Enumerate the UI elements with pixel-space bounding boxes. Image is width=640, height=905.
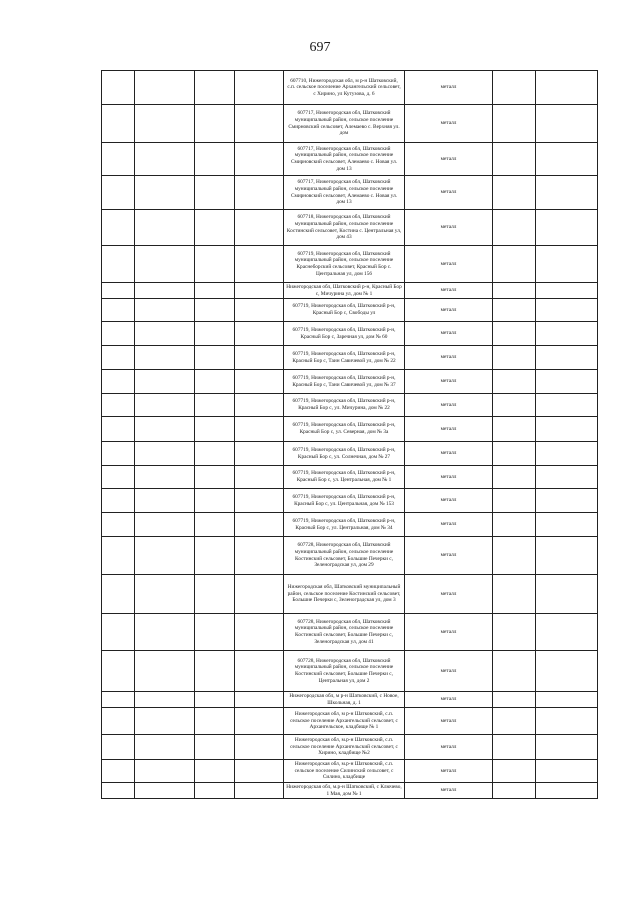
empty-cell xyxy=(135,537,195,575)
empty-cell xyxy=(135,71,195,105)
empty-cell xyxy=(135,466,195,489)
table-row xyxy=(102,537,598,575)
address-cell: 607728, Нижегородская обл, Шатковский муниципальный район, сельское поселение Костинский сельсовет, Большие Печерки с, Центральная ул, дом 2 xyxy=(284,651,405,692)
address-cell: 607719, Нижегородская обл, Шатковский р-н, Красный Бор с, Заречная ул, дом № 60 xyxy=(284,322,405,346)
empty-cell xyxy=(536,394,598,417)
empty-cell xyxy=(493,442,536,466)
empty-cell xyxy=(235,322,284,346)
empty-cell xyxy=(102,651,135,692)
empty-cell xyxy=(235,692,284,708)
empty-cell xyxy=(195,692,235,708)
empty-cell xyxy=(536,513,598,537)
material-cell: металл xyxy=(405,246,493,283)
empty-cell xyxy=(102,489,135,513)
table-row xyxy=(102,283,598,299)
material-cell: металл xyxy=(405,708,493,735)
empty-cell xyxy=(195,176,235,210)
empty-cell xyxy=(493,176,536,210)
empty-cell xyxy=(195,246,235,283)
address-cell: 607717, Нижегородская обл, Шатковский муниципальный район, сельское поселение Смирновский сельсовет, Алемаево с. Верхняя ул. дом xyxy=(284,105,405,143)
empty-cell xyxy=(493,575,536,614)
address-cell: Нижегородская обл, м.р-н Шатковский, с Ключево, 1 Мая, дом № 1 xyxy=(284,783,405,799)
empty-cell xyxy=(195,783,235,799)
empty-cell xyxy=(493,246,536,283)
empty-cell xyxy=(235,246,284,283)
table-row xyxy=(102,370,598,394)
table-row xyxy=(102,299,598,322)
material-cell: металл xyxy=(405,783,493,799)
empty-cell xyxy=(195,442,235,466)
empty-cell xyxy=(135,346,195,370)
empty-cell xyxy=(493,71,536,105)
address-cell: 607719, Нижегородская обл, Шатковский р-н, Красный Бор с, Свободы ул xyxy=(284,299,405,322)
material-cell: металл xyxy=(405,143,493,176)
empty-cell xyxy=(102,513,135,537)
material-cell: металл xyxy=(405,513,493,537)
material-cell: металл xyxy=(405,105,493,143)
address-cell: 607728, Нижегородская обл, Шатковский муниципальный район, сельское поселение Костинский сельсовет, Большие Печерки с, Зеленоградская ул, дом 29 xyxy=(284,537,405,575)
empty-cell xyxy=(493,143,536,176)
empty-cell xyxy=(135,299,195,322)
empty-cell xyxy=(135,760,195,783)
material-cell: металл xyxy=(405,466,493,489)
empty-cell xyxy=(493,692,536,708)
table-body xyxy=(102,71,598,799)
empty-cell xyxy=(536,575,598,614)
empty-cell xyxy=(536,322,598,346)
empty-cell xyxy=(195,283,235,299)
material-cell: металл xyxy=(405,651,493,692)
empty-cell xyxy=(536,783,598,799)
empty-cell xyxy=(135,394,195,417)
table-row xyxy=(102,442,598,466)
empty-cell xyxy=(493,299,536,322)
table-row xyxy=(102,105,598,143)
address-cell: 607717, Нижегородская обл, Шатковский муниципальный район, сельское поселение Смирновский сельсовет, Алемаево с. Новая ул. дом 13 xyxy=(284,176,405,210)
empty-cell xyxy=(536,105,598,143)
empty-cell xyxy=(235,783,284,799)
material-cell: металл xyxy=(405,537,493,575)
empty-cell xyxy=(493,394,536,417)
address-cell: 607719, Нижегородская обл, Шатковский р-н, Красный Бор с, ул. Центральная, дом № 34 xyxy=(284,513,405,537)
empty-cell xyxy=(195,513,235,537)
empty-cell xyxy=(493,651,536,692)
empty-cell xyxy=(235,537,284,575)
empty-cell xyxy=(195,651,235,692)
material-cell: металл xyxy=(405,394,493,417)
table-row xyxy=(102,760,598,783)
empty-cell xyxy=(536,176,598,210)
empty-cell xyxy=(493,783,536,799)
empty-cell xyxy=(493,466,536,489)
empty-cell xyxy=(135,575,195,614)
empty-cell xyxy=(102,692,135,708)
table-row xyxy=(102,246,598,283)
empty-cell xyxy=(235,394,284,417)
empty-cell xyxy=(235,210,284,246)
address-cell: 607718, Нижегородская обл, Шатковский муниципальный район, сельское поселение Костинский сельсовет, Костина с. Центральная ул, дом 43 xyxy=(284,210,405,246)
empty-cell xyxy=(135,513,195,537)
empty-cell xyxy=(536,417,598,442)
empty-cell xyxy=(135,442,195,466)
empty-cell xyxy=(135,143,195,176)
empty-cell xyxy=(493,210,536,246)
empty-cell xyxy=(493,760,536,783)
empty-cell xyxy=(195,760,235,783)
material-cell: металл xyxy=(405,417,493,442)
empty-cell xyxy=(235,105,284,143)
material-cell: металл xyxy=(405,322,493,346)
empty-cell xyxy=(135,651,195,692)
empty-cell xyxy=(235,346,284,370)
empty-cell xyxy=(536,735,598,760)
empty-cell xyxy=(493,614,536,651)
empty-cell xyxy=(235,370,284,394)
address-cell: Нижегородская обл, Шатковский муниципальный район, сельское поселение Костинский сельсовет, Большие Печерки с, Зеленоградская ул, дом 3 xyxy=(284,575,405,614)
empty-cell xyxy=(536,370,598,394)
empty-cell xyxy=(102,442,135,466)
empty-cell xyxy=(102,370,135,394)
empty-cell xyxy=(102,614,135,651)
empty-cell xyxy=(235,708,284,735)
table-row xyxy=(102,783,598,799)
empty-cell xyxy=(536,71,598,105)
empty-cell xyxy=(235,513,284,537)
empty-cell xyxy=(135,210,195,246)
empty-cell xyxy=(195,614,235,651)
address-cell: 607728, Нижегородская обл, Шатковский муниципальный район, сельское поселение Костинский сельсовет, Большие Печерки с, Зеленоградская ул, дом 41 xyxy=(284,614,405,651)
empty-cell xyxy=(235,614,284,651)
material-cell: металл xyxy=(405,735,493,760)
empty-cell xyxy=(235,466,284,489)
empty-cell xyxy=(235,71,284,105)
empty-cell xyxy=(135,322,195,346)
table-row xyxy=(102,489,598,513)
empty-cell xyxy=(102,575,135,614)
empty-cell xyxy=(536,708,598,735)
empty-cell xyxy=(235,299,284,322)
empty-cell xyxy=(102,176,135,210)
material-cell: металл xyxy=(405,692,493,708)
material-cell: металл xyxy=(405,614,493,651)
empty-cell xyxy=(135,417,195,442)
registry-table xyxy=(101,70,598,799)
empty-cell xyxy=(536,299,598,322)
empty-cell xyxy=(493,708,536,735)
empty-cell xyxy=(235,442,284,466)
empty-cell xyxy=(102,299,135,322)
table-row xyxy=(102,708,598,735)
address-cell: 607719, Нижегородская обл, Шатковский р-н, Красный Бор с, ул. Центральная, дом № 153 xyxy=(284,489,405,513)
empty-cell xyxy=(235,176,284,210)
empty-cell xyxy=(102,322,135,346)
address-cell: Нижегородская обл, м.р-н Шатковский, с.п. сельское поселение Архангельский сельсовет, с Хирино, кладбище №2 xyxy=(284,735,405,760)
empty-cell xyxy=(235,760,284,783)
address-cell: Нижегородская обл, м р-н Шатковский, с.п. сельское поселение Архангельский сельсовет, с Архангельское, кладбище № 1 xyxy=(284,708,405,735)
empty-cell xyxy=(493,489,536,513)
table-row xyxy=(102,322,598,346)
empty-cell xyxy=(536,651,598,692)
empty-cell xyxy=(135,614,195,651)
empty-cell xyxy=(235,489,284,513)
empty-cell xyxy=(536,537,598,575)
page-number: 697 xyxy=(309,40,331,55)
table-row xyxy=(102,176,598,210)
material-cell: металл xyxy=(405,442,493,466)
address-cell: 607719, Нижегородская обл, Шатковский р-н, Красный Бор с, ул. Мичурина, дом № 22 xyxy=(284,394,405,417)
empty-cell xyxy=(102,71,135,105)
empty-cell xyxy=(536,210,598,246)
empty-cell xyxy=(195,489,235,513)
empty-cell xyxy=(195,299,235,322)
empty-cell xyxy=(195,210,235,246)
empty-cell xyxy=(135,735,195,760)
empty-cell xyxy=(235,283,284,299)
address-cell: 607719, Нижегородская обл, Шатковский р-н, Красный Бор с, ул. Северная, дом № 3а xyxy=(284,417,405,442)
material-cell: металл xyxy=(405,575,493,614)
empty-cell xyxy=(493,322,536,346)
empty-cell xyxy=(195,466,235,489)
empty-cell xyxy=(102,760,135,783)
empty-cell xyxy=(102,346,135,370)
empty-cell xyxy=(135,783,195,799)
empty-cell xyxy=(195,105,235,143)
empty-cell xyxy=(235,143,284,176)
empty-cell xyxy=(235,651,284,692)
address-cell: 607710, Нижегородская обл, м р-н Шатковский, с.п. сельское поселение Архангельский сельсовет, с Хирино, ул Кутузова, д. 6 xyxy=(284,71,405,105)
empty-cell xyxy=(135,105,195,143)
address-cell: 607717, Нижегородская обл, Шатковский муниципальный район, сельское поселение Смирновский сельсовет, Алемаево с. Новая ул. дом 13 xyxy=(284,143,405,176)
empty-cell xyxy=(102,417,135,442)
empty-cell xyxy=(493,346,536,370)
address-cell: 607719, Нижегородская обл, Шатковский р-н, Красный Бор с, Тани Савичевой ул, дом № 37 xyxy=(284,370,405,394)
empty-cell xyxy=(102,537,135,575)
empty-cell xyxy=(102,143,135,176)
material-cell: металл xyxy=(405,346,493,370)
empty-cell xyxy=(493,283,536,299)
empty-cell xyxy=(135,708,195,735)
material-cell: металл xyxy=(405,176,493,210)
empty-cell xyxy=(102,735,135,760)
empty-cell xyxy=(102,394,135,417)
empty-cell xyxy=(536,692,598,708)
address-cell: Нижегородская обл, Шатковский р-н, Красный Бор с, Мичурина ул, дом № 1 xyxy=(284,283,405,299)
empty-cell xyxy=(195,143,235,176)
empty-cell xyxy=(536,760,598,783)
empty-cell xyxy=(536,614,598,651)
empty-cell xyxy=(195,394,235,417)
empty-cell xyxy=(536,283,598,299)
table-row xyxy=(102,71,598,105)
empty-cell xyxy=(102,783,135,799)
empty-cell xyxy=(195,417,235,442)
table-row xyxy=(102,651,598,692)
table-row xyxy=(102,210,598,246)
empty-cell xyxy=(235,575,284,614)
address-cell: 607719, Нижегородская обл, Шатковский муниципальный район, сельское поселение Краснеборский сельсовет, Красный Бор с. Центральная ул, дом 156 xyxy=(284,246,405,283)
table-row xyxy=(102,692,598,708)
empty-cell xyxy=(536,466,598,489)
address-cell: Нижегородская обл, м.р-н Шатковский, с.п. сельское поселение Силинский сельсовет, с Силино, кладбище xyxy=(284,760,405,783)
empty-cell xyxy=(102,708,135,735)
address-cell: 607719, Нижегородская обл, Шатковский р-н, Красный Бор с, Таин Савичевой ул, дом № 22 xyxy=(284,346,405,370)
empty-cell xyxy=(536,246,598,283)
empty-cell xyxy=(493,105,536,143)
address-cell: 607719, Нижегородская обл, Шатковский р-н, Красный Бор с, ул. Солнечная, дом № 27 xyxy=(284,442,405,466)
empty-cell xyxy=(536,489,598,513)
empty-cell xyxy=(102,246,135,283)
material-cell: металл xyxy=(405,210,493,246)
empty-cell xyxy=(493,537,536,575)
material-cell: металл xyxy=(405,283,493,299)
empty-cell xyxy=(195,575,235,614)
empty-cell xyxy=(536,143,598,176)
empty-cell xyxy=(102,283,135,299)
empty-cell xyxy=(493,417,536,442)
empty-cell xyxy=(135,246,195,283)
table-row xyxy=(102,614,598,651)
empty-cell xyxy=(235,417,284,442)
material-cell: металл xyxy=(405,299,493,322)
empty-cell xyxy=(195,735,235,760)
table-row xyxy=(102,394,598,417)
empty-cell xyxy=(195,322,235,346)
empty-cell xyxy=(493,370,536,394)
empty-cell xyxy=(135,692,195,708)
empty-cell xyxy=(493,735,536,760)
empty-cell xyxy=(493,513,536,537)
material-cell: металл xyxy=(405,71,493,105)
material-cell: металл xyxy=(405,370,493,394)
empty-cell xyxy=(195,708,235,735)
material-cell: металл xyxy=(405,760,493,783)
material-cell: металл xyxy=(405,489,493,513)
empty-cell xyxy=(195,71,235,105)
table-row xyxy=(102,466,598,489)
table-row xyxy=(102,513,598,537)
address-cell: 607719, Нижегородская обл, Шатковский р-н, Красный Бор с, ул. Центральная, дом № 1 xyxy=(284,466,405,489)
empty-cell xyxy=(195,346,235,370)
empty-cell xyxy=(235,735,284,760)
table-row xyxy=(102,417,598,442)
table-row xyxy=(102,735,598,760)
empty-cell xyxy=(195,537,235,575)
empty-cell xyxy=(135,370,195,394)
empty-cell xyxy=(135,489,195,513)
empty-cell xyxy=(102,466,135,489)
empty-cell xyxy=(536,442,598,466)
table-row xyxy=(102,143,598,176)
empty-cell xyxy=(102,210,135,246)
empty-cell xyxy=(536,346,598,370)
address-cell: Нижегородская обл, м р-н Шатковский, с Новое, Школьная, д. 1 xyxy=(284,692,405,708)
table-row xyxy=(102,346,598,370)
empty-cell xyxy=(102,105,135,143)
empty-cell xyxy=(135,283,195,299)
table-row xyxy=(102,575,598,614)
empty-cell xyxy=(195,370,235,394)
empty-cell xyxy=(135,176,195,210)
